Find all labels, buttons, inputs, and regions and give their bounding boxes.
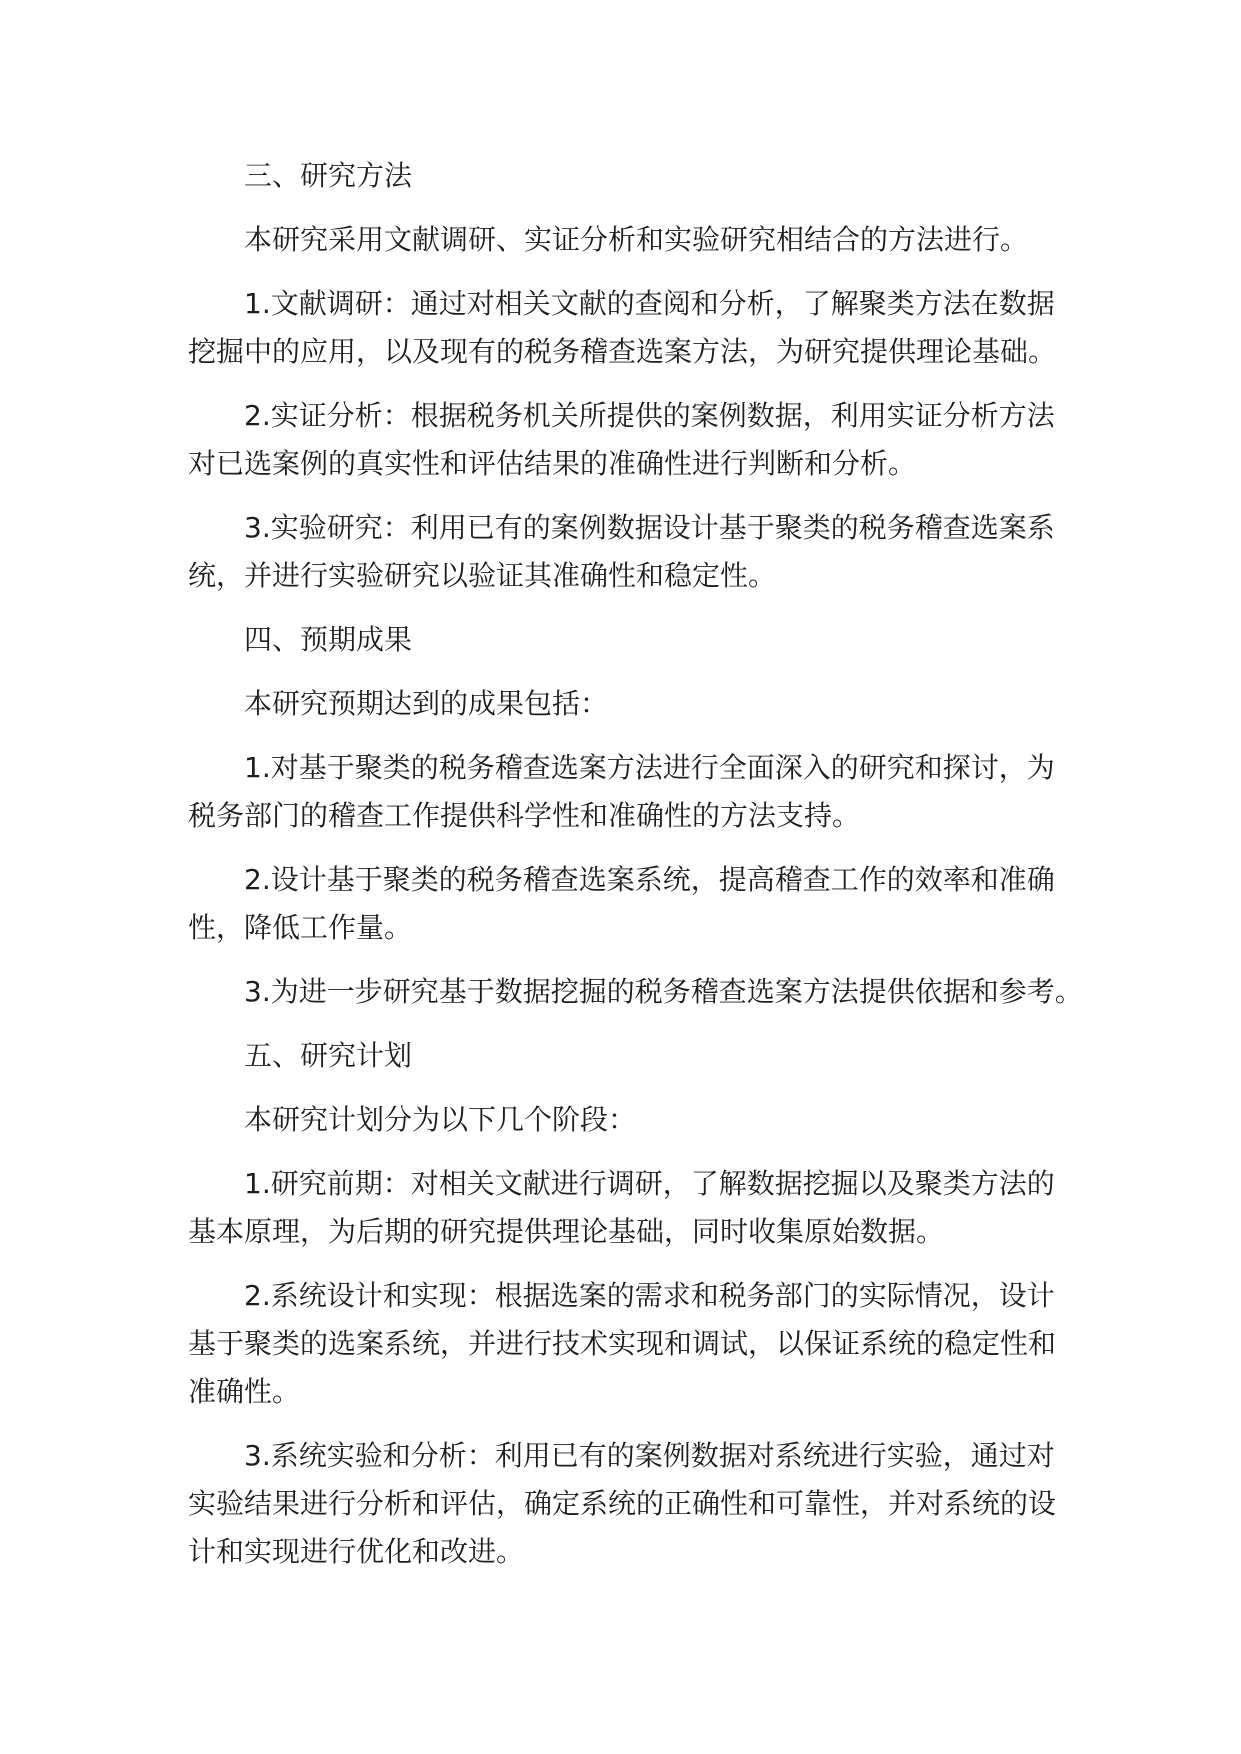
heading-line: 四、预期成果	[244, 623, 413, 656]
paragraph-line: 本研究计划分为以下几个阶段：	[244, 1103, 637, 1136]
paragraph-line: 本研究预期达到的成果包括：	[244, 687, 609, 720]
paragraph-line: 2.实证分析：根据税务机关所提供的案例数据，利用实证分析方法	[244, 399, 1055, 432]
paragraph-line: 基于聚类的选案系统，并进行技术实现和调试，以保证系统的稳定性和	[188, 1327, 1057, 1360]
heading-line: 三、研究方法	[244, 159, 413, 192]
paragraph-plan-2	[188, 1272, 1088, 1416]
paragraph-plan-3	[188, 1432, 1088, 1576]
paragraph-line: 挖掘中的应用，以及现有的税务稽查选案方法，为研究提供理论基础。	[188, 335, 1057, 368]
paragraph-line: 1.对基于聚类的税务稽查选案方法进行全面深入的研究和探讨，为	[244, 751, 1055, 784]
paragraph-line: 3.实验研究：利用已有的案例数据设计基于聚类的税务稽查选案系	[244, 511, 1055, 544]
paragraph-result-2	[188, 856, 1088, 952]
paragraph-line: 对已选案例的真实性和评估结果的准确性进行判断和分析。	[188, 447, 917, 480]
heading-research-methods	[188, 152, 1088, 200]
document-body	[188, 152, 1088, 1592]
paragraph-method-literature	[188, 280, 1088, 376]
paragraph-line: 1.文献调研：通过对相关文献的查阅和分析，了解聚类方法在数据	[244, 287, 1055, 320]
paragraph-line: 2.系统设计和实现：根据选案的需求和税务部门的实际情况，设计	[244, 1279, 1055, 1312]
paragraph-results-intro	[188, 680, 1088, 728]
paragraph-line: 3.为进一步研究基于数据挖掘的税务稽查选案方法提供依据和参考。	[244, 975, 1083, 1008]
paragraph-line: 3.系统实验和分析：利用已有的案例数据对系统进行实验，通过对	[244, 1439, 1055, 1472]
paragraph-method-empirical	[188, 392, 1088, 488]
paragraph-line: 性，降低工作量。	[188, 911, 413, 944]
paragraph-result-1	[188, 744, 1088, 840]
paragraph-line: 税务部门的稽查工作提供科学性和准确性的方法支持。	[188, 799, 861, 832]
heading-research-plan	[188, 1032, 1088, 1080]
paragraph-methods-intro	[188, 216, 1088, 264]
paragraph-plan-intro	[188, 1096, 1088, 1144]
heading-expected-results	[188, 616, 1088, 664]
paragraph-result-3	[188, 968, 1088, 1016]
paragraph-line: 本研究采用文献调研、实证分析和实验研究相结合的方法进行。	[244, 223, 1029, 256]
paragraph-line: 1.研究前期：对相关文献进行调研，了解数据挖掘以及聚类方法的	[244, 1167, 1055, 1200]
paragraph-plan-1	[188, 1160, 1088, 1256]
paragraph-line: 准确性。	[188, 1375, 301, 1408]
paragraph-line: 实验结果进行分析和评估，确定系统的正确性和可靠性，并对系统的设	[188, 1487, 1057, 1520]
paragraph-line: 基本原理，为后期的研究提供理论基础，同时收集原始数据。	[188, 1215, 945, 1248]
paragraph-line: 2.设计基于聚类的税务稽查选案系统，提高稽查工作的效率和准确	[244, 863, 1055, 896]
heading-line: 五、研究计划	[244, 1039, 413, 1072]
paragraph-line: 统，并进行实验研究以验证其准确性和稳定性。	[188, 559, 777, 592]
paragraph-line: 计和实现进行优化和改进。	[188, 1535, 525, 1568]
paragraph-method-experiment	[188, 504, 1088, 600]
